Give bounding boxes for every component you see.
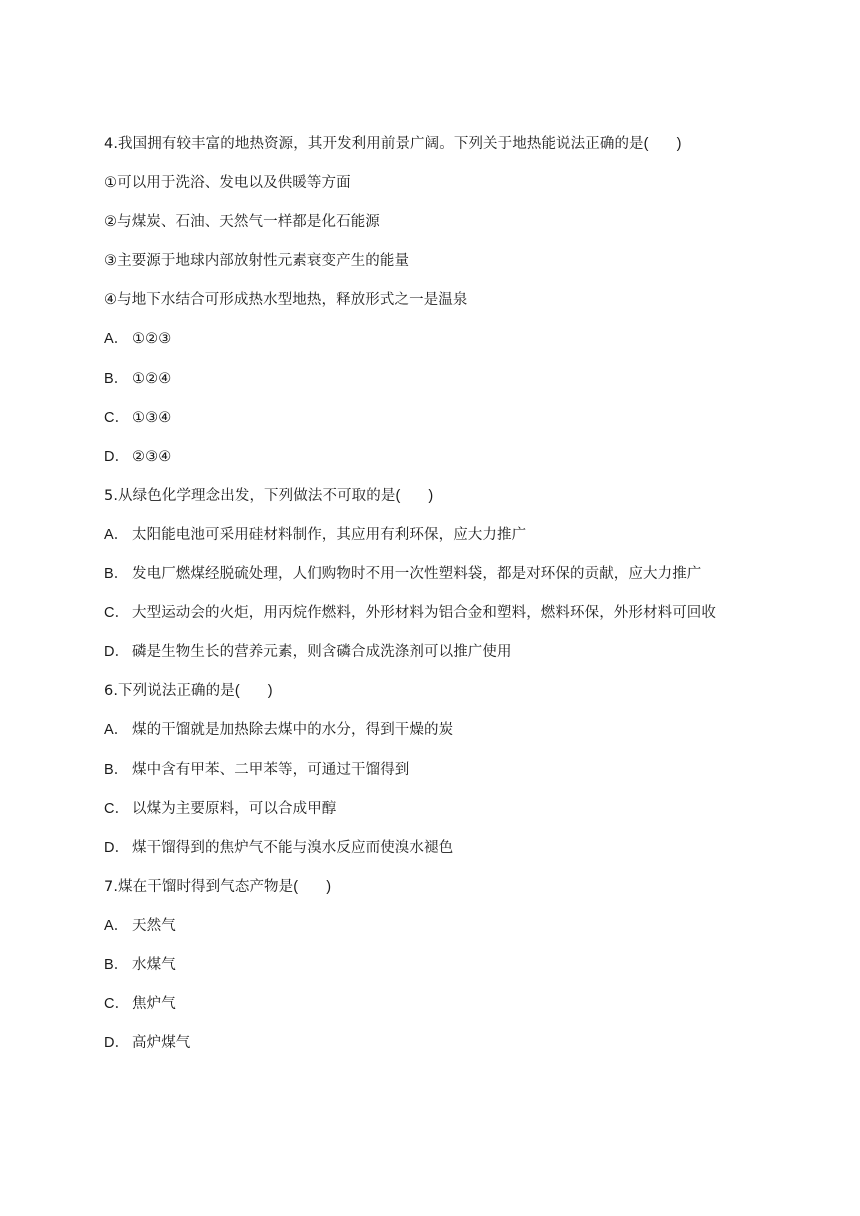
question-7-stem <box>104 876 804 915</box>
option-letter: C． <box>104 409 130 426</box>
option-text: 天然气 <box>132 917 176 934</box>
question-text: 我国拥有较丰富的地热资源，其开发利用前景广阔。下列关于地热能说法正确的是 <box>118 136 644 152</box>
option-b <box>104 759 804 798</box>
option-letter: A． <box>104 722 129 739</box>
option-letter: C． <box>104 605 130 622</box>
question-text: 从绿色化学理念出发，下列做法不可取的是 <box>118 487 396 504</box>
option-letter: B． <box>104 566 129 583</box>
option-c <box>104 407 804 446</box>
question-number: 4. <box>104 136 119 152</box>
statement-2: ②与煤炭、石油、天然气一样都是化石能源 <box>104 214 380 231</box>
option-b <box>104 954 804 993</box>
option-c <box>104 602 804 641</box>
option-text: 太阳能电池可采用硅材料制作，其应用有利环保，应大力推广 <box>132 526 527 543</box>
question-5-stem <box>104 485 804 524</box>
question-list <box>104 133 804 1071</box>
option-b <box>104 563 804 602</box>
option-text: ①③④ <box>132 409 172 426</box>
question-number: 5. <box>104 487 119 504</box>
answer-blank: ( ) <box>643 136 682 152</box>
option-text: 煤中含有甲苯、二甲苯等，可通过干馏得到 <box>132 761 410 778</box>
option-c <box>104 798 804 837</box>
option-text: 焦炉气 <box>132 996 176 1013</box>
option-text: ②③④ <box>132 448 172 465</box>
option-letter: C． <box>104 800 130 817</box>
option-text: 发电厂燃煤经脱硫处理，人们购物时不用一次性塑料袋，都是对环保的贡献，应大力推广 <box>132 566 702 583</box>
option-text: 煤干馏得到的焦炉气不能与溴水反应而使溴水褪色 <box>132 839 454 856</box>
option-d <box>104 837 804 876</box>
option-d <box>104 641 804 680</box>
option-c <box>104 993 804 1032</box>
option-b <box>104 368 804 407</box>
option-letter: D． <box>104 839 130 856</box>
question-number: 7. <box>104 878 119 895</box>
statement-4: ④与地下水结合可形成热水型地热，释放形式之一是温泉 <box>104 292 468 309</box>
option-d <box>104 1032 804 1071</box>
option-a <box>104 719 804 758</box>
answer-blank: ( ) <box>293 878 332 895</box>
question-6-stem <box>104 680 804 719</box>
option-letter: B． <box>104 370 129 387</box>
option-letter: D． <box>104 1035 130 1052</box>
option-a <box>104 328 804 367</box>
question-4-stem <box>104 133 804 172</box>
answer-blank: ( ) <box>395 487 434 504</box>
option-text: 煤的干馏就是加热除去煤中的水分，得到干燥的炭 <box>132 722 454 739</box>
option-text: 高炉煤气 <box>132 1035 191 1052</box>
option-text: 以煤为主要原料，可以合成甲醇 <box>132 800 337 817</box>
option-text: 水煤气 <box>132 956 176 973</box>
option-d <box>104 446 804 485</box>
answer-blank: ( ) <box>234 683 273 700</box>
question-text: 煤在干馏时得到气态产物是 <box>118 878 294 895</box>
option-letter: A． <box>104 917 129 934</box>
option-letter: B． <box>104 956 129 973</box>
option-a <box>104 915 804 954</box>
option-a <box>104 524 804 563</box>
option-letter: B． <box>104 761 129 778</box>
option-text: 磷是生物生长的营养元素，则含磷合成洗涤剂可以推广使用 <box>132 644 512 661</box>
option-letter: A． <box>104 331 129 348</box>
option-letter: D． <box>104 448 130 465</box>
option-letter: D． <box>104 644 130 661</box>
option-letter: C． <box>104 996 130 1013</box>
option-text: 大型运动会的火炬，用丙烷作燃料，外形材料为铝合金和塑料，燃料环保，外形材料可回收 <box>132 605 716 622</box>
option-text: ①②④ <box>132 370 172 387</box>
statement-3: ③主要源于地球内部放射性元素衰变产生的能量 <box>104 253 410 270</box>
question-text: 下列说法正确的是 <box>118 683 235 700</box>
option-letter: A． <box>104 526 129 543</box>
option-text: ①②③ <box>132 331 172 348</box>
statement-1: ①可以用于洗浴、发电以及供暖等方面 <box>104 175 351 192</box>
question-number: 6. <box>104 683 119 700</box>
